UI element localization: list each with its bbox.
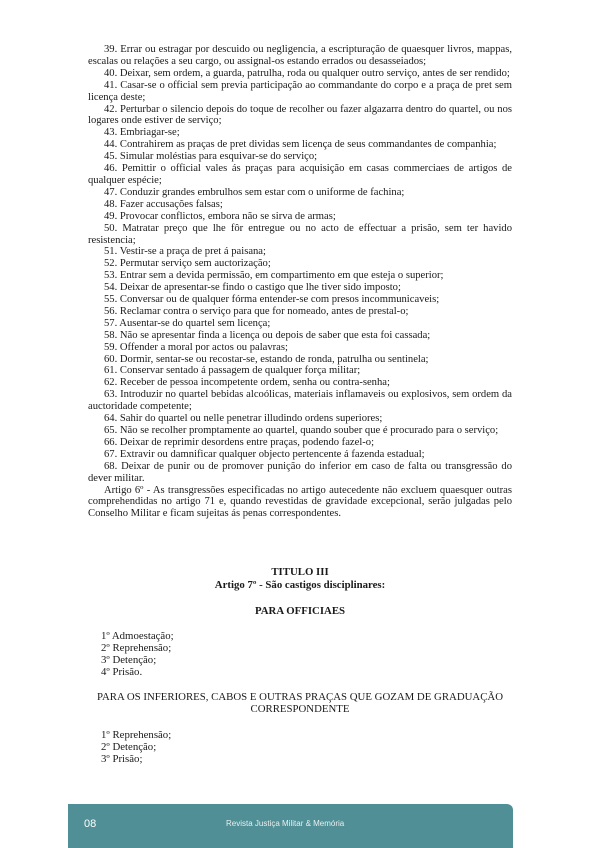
item-54: 54. Deixar de apresentar-se findo o castigo que lhe tiver sido imposto; xyxy=(104,282,401,294)
item-53: 53. Entrar sem a devida permissão, em compartimento em que esteja o superior; xyxy=(104,270,444,282)
item-68: 68. Deixar de punir ou de promover punição do inferior em caso de falta ou transgressão do dever militar. xyxy=(88,460,512,484)
list-item: 2º Reprehensão; xyxy=(101,642,172,654)
inferiores-heading-line1: PARA OS INFERIORES, CABOS E OUTRAS PRAÇAS QUE GOZAM DE GRADUAÇÃO xyxy=(96,691,504,703)
item-62: 62. Receber de pessoa incompetente ordem, senha ou contra-senha; xyxy=(104,377,390,389)
item-45: 45. Simular moléstias para esquivar-se do serviço; xyxy=(104,151,318,163)
inferiores-heading-line2: CORRESPONDENTE xyxy=(250,703,350,715)
item-59: 59. Offender a moral por actos ou palavras; xyxy=(104,341,288,353)
list-item: 2º Detenção; xyxy=(101,741,157,753)
list-item: 3º Prisão; xyxy=(101,753,143,765)
item-41: 41. Casar-se o official sem previa participação ao commandante do corpo e a praça de pret sem licença deste; xyxy=(88,79,512,103)
officiaes-list xyxy=(101,630,174,678)
item-48: 48. Fazer accusações falsas; xyxy=(104,198,223,210)
item-43: 43. Embriagar-se; xyxy=(104,127,180,139)
page-footer xyxy=(68,804,513,848)
item-58: 58. Não se apresentar finda a licença ou depois de saber que esta foi cassada; xyxy=(104,329,431,341)
journal-name: Revista Justiça Militar & Memória xyxy=(226,819,345,828)
artigo-6: Artigo 6º - As transgressões especificadas no artigo autecedente não excluem quaesquer outras comprehendidas no artigo 71 e, quando revestidas de gravidade excepcional, serão julgadas pelo Conselho Militar e ficam sujeitas ás penas correspondentes. xyxy=(88,484,512,520)
item-64: 64. Sahir do quartel ou nelle penetrar illudindo ordens superiores; xyxy=(104,413,383,425)
inferiores-list xyxy=(101,729,171,765)
item-65: 65. Não se recolher promptamente ao quartel, quando souber que é procurado para o serviço; xyxy=(104,425,499,436)
item-47: 47. Conduzir grandes embrulhos sem estar com o uniforme de fachina; xyxy=(104,186,405,198)
item-61: 61. Conservar sentado á passagem de qualquer força militar; xyxy=(104,365,361,377)
item-50: 50. Matratar preço que lhe fôr entregue ou no acto de effectuar a prisão, sem ter havido resistencia; xyxy=(88,222,512,246)
item-52: 52. Permutar serviço sem auctorização; xyxy=(104,258,271,270)
item-40: 40. Deixar, sem ordem, a guarda, patrulha, roda ou qualquer outro serviço, antes de ser rendido; xyxy=(104,67,510,79)
item-42: 42. Perturbar o silencio depois do toque de recolher ou fazer algazarra dentro do quartel, ou nos logares onde estiver de serviço; xyxy=(88,103,512,127)
item-44: 44. Contrahirem as praças de pret dividas sem licença de seus commandantes de companhia; xyxy=(104,139,497,151)
item-46: 46. Pemittir o official vales ás praças para acquisição em casas commerciaes de artigos de qualquer espécie; xyxy=(88,163,512,186)
list-item: 4º Prisão. xyxy=(101,666,143,678)
page-number: 08 xyxy=(84,818,97,830)
officiaes-heading: PARA OFFICIAES xyxy=(254,605,346,617)
artigo-7-heading: Artigo 7º - São castigos disciplinares: xyxy=(214,579,386,591)
titulo-heading: TITULO III xyxy=(271,566,329,578)
item-49: 49. Provocar conflictos, embora não se sirva de armas; xyxy=(104,210,336,222)
item-60: 60. Dormir, sentar-se ou recostar-se, estando de ronda, patrulha ou sentinela; xyxy=(104,353,429,365)
list-item: 1º Admoestação; xyxy=(101,630,174,642)
inferiores-heading xyxy=(88,691,512,715)
item-57: 57. Ausentar-se do quartel sem licença; xyxy=(104,317,271,329)
item-66: 66. Deixar de reprimir desordens entre praças, podendo fazel-o; xyxy=(104,436,375,448)
list-item: 3º Detenção; xyxy=(101,654,157,666)
item-55: 55. Conversar ou de qualquer fórma entender-se com presos incommunicaveis; xyxy=(104,294,440,306)
item-39: 39. Errar ou estragar por descuido ou negligencia, a escripturação de quaesquer livros, mappas, escalas ou relações a seu cargo, ou assignal-os estando errados ou desasseiados; xyxy=(88,44,512,67)
item-51: 51. Vestir-se a praça de pret á paisana; xyxy=(104,246,266,258)
article-body xyxy=(88,44,512,520)
list-item: 1º Reprehensão; xyxy=(101,729,172,741)
item-63: 63. Introduzir no quartel bebidas alcoólicas, materiais inflamaveis ou explosivos, sem ordem da auctoridade competente; xyxy=(88,389,512,413)
item-56: 56. Reclamar contra o serviço para que for nomeado, antes de prestal-o; xyxy=(104,305,409,317)
item-67: 67. Extravir ou damnificar qualquer objecto pertencente á fazenda estadual; xyxy=(104,448,425,460)
